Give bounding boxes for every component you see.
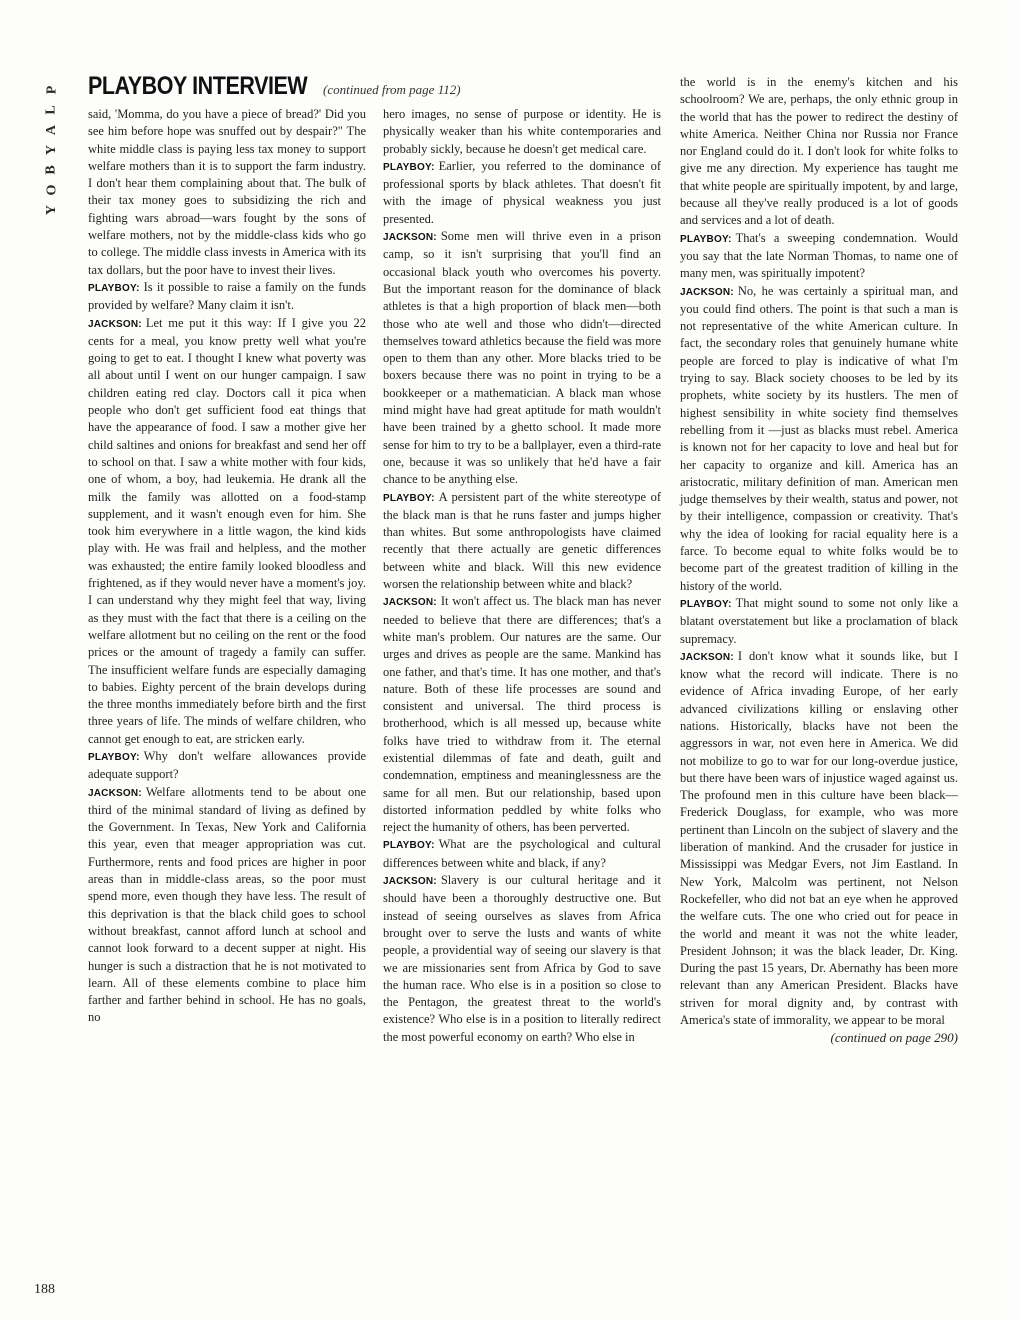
- interview-paragraph: [680, 230, 958, 283]
- interview-paragraph: [383, 228, 661, 488]
- interview-paragraph: [383, 489, 661, 594]
- interview-paragraph: [88, 106, 366, 279]
- interview-paragraph: [680, 74, 958, 230]
- interview-paragraph: [383, 836, 661, 872]
- speaker-label: PLAYBOY:: [88, 751, 140, 763]
- continued-on-note: (continued on page 290): [830, 1030, 958, 1046]
- text-column-3: [680, 74, 958, 1047]
- interview-paragraph: [88, 279, 366, 315]
- paragraph-text: That's a sweeping condemnation. Would you say that the late Norman Thomas, to name one of many men, was spiritually impotent?: [680, 230, 958, 281]
- text-column-1: [88, 106, 366, 1027]
- speaker-label: JACKSON:: [383, 597, 437, 609]
- side-brand-letter: A: [44, 124, 59, 136]
- speaker-label: PLAYBOY:: [383, 161, 435, 173]
- page-number: 188: [34, 1282, 55, 1297]
- side-brand-logo: [40, 80, 64, 220]
- paragraph-text: Welfare allotments tend to be about one third of the minimal standard of living as defined by the Government. In Texas, New York and California this year, even that meager appropriation was cut. Furthermore, rents and food prices are higher in poor areas than in middle-class areas, so the poor must spend more, even though they have less. The result of this deprivation is that the black child goes to school without breakfast, cannot afford lunch at school and cannot look forward to a decent supper at night. His hunger is such a distraction that he is not motivated to learn. All of these elements combine to place him farther and farther behind in school. He has no goals, no: [88, 784, 366, 1025]
- paragraph-text: Why don't welfare allowances provide adequate support?: [88, 748, 366, 782]
- interview-paragraph: [88, 748, 366, 784]
- side-brand-letter: Y: [44, 204, 59, 216]
- interview-paragraph: [88, 315, 366, 748]
- side-brand-letter: P: [44, 85, 59, 95]
- side-brand-letter: L: [44, 105, 59, 115]
- side-brand-letter: O: [43, 184, 59, 196]
- paragraph-text: said, 'Momma, do you have a piece of bread?' Did you see him before hope was snuffed out by despair?" The white middle class is paying less tax money to support welfare mothers than it is to support the farm industry. I don't hear them complaining about that. The bulk of their tax money goes to subsidizing the rich and fighting wars abroad—wars fought by the sons of welfare mothers, not by the middle-class kids who go to college. The middle class invests in America with its tax dollars, but the poor have to invest their lives.: [88, 107, 366, 277]
- paragraph-text: Let me put it this way: If I give you 22 cents for a meal, you know pretty well what you're going to get to eat. I thought I knew what poverty was all about until I went on our hunger campaign. I saw children eating red clay. Doctors call it pica when people who don't get sufficient food eat things that have the appearance of food. I saw a mother give her child saltines and onions for breakfast and send her off to school on that. I saw a white mother with four kids, one of whom, a boy, had leukemia. He drank all the milk the family was allotted on a food-stamp supplement, and it wasn't enough even for him. She took him everywhere in a little wagon, the kind kids play with. He was frail and helpless, and the mother was exhausted; the entire family looked bloodless and frightened, as if they would never have a moment's joy. I can understand why they might feel that way, living as they must with the fact that there is a ceiling on the welfare allotment but no ceiling on the rent or the food prices or the amount of tragedy a family can suffer. The insufficient welfare funds are especially damaging to babies. Eighty percent of the brain develops during the three months immediately before birth and the first three years of life. The minds of welfare children, who cannot get enough to eat, are stricken early.: [88, 315, 366, 746]
- paragraph-text: the world is in the enemy's kitchen and his schoolroom? We are, perhaps, the only ethnic group in the world that has the power to redirect the destiny of white America. Neither China nor Russia nor France nor England could do it. I don't look for white folks to give me any direction. My experience has taught me that white people are spiritually impotent, by and large, because all they've really produced is a lot of goods and services and a lot of death.: [680, 75, 958, 228]
- continued-from-note: (continued from page 112): [323, 82, 461, 97]
- speaker-label: JACKSON:: [680, 651, 734, 663]
- interview-paragraph: [383, 158, 661, 228]
- speaker-label: PLAYBOY:: [680, 598, 732, 610]
- speaker-label: JACKSON:: [88, 318, 142, 330]
- interview-paragraph: [383, 593, 661, 836]
- paragraph-text: No, he was certainly a spiritual man, and you could find others. The point is that such a man is not representative of the white American culture. In fact, the secondary roles that genuinely humane white people are forced to play is indicative of what I'm trying to say. Black society chooses to be led by its prophets, white society by its hustlers. The men of highest sensibility in white society find themselves rebelling from it —just as blacks must rebel. America is known not for her capacity to love and heal but for her capacity to organize and kill. America has an aristocratic, military definition of man. American men judge themselves by their wealth, status and power, not by their intelligence, compassion or creativity. That's why the idea of looking for racial equality here is a farce. To become equal to white folks would be to become part of the greatest tradition of killing in the history of the world.: [680, 283, 958, 593]
- interview-paragraph: [88, 784, 366, 1027]
- speaker-label: JACKSON:: [383, 876, 437, 888]
- interview-paragraph: [680, 595, 958, 648]
- interview-paragraph: [383, 872, 661, 1046]
- paragraph-text: Slavery is our cultural heritage and it should have been a thoroughly destructive one. But instead of seeing ourselves as slaves from Africa brought over to serve the lusts and wants of white people, a providential way of seeing our slavery is that we are missionaries sent from Africa by God to save the human race. Who else is in a position so close to the Pentagon, the greatest threat to the world's existence? Who else is in a position to literally redirect the most powerful economy on earth? Who else in: [383, 873, 661, 1044]
- speaker-label: JACKSON:: [88, 787, 142, 799]
- paragraph-text: Earlier, you referred to the dominance of professional sports by black athletes. That doesn't fit with the image of physical weakness you just presented.: [383, 158, 661, 226]
- interview-paragraph: [383, 106, 661, 158]
- side-brand-letter: B: [44, 165, 59, 175]
- paragraph-text: It won't affect us. The black man has never needed to believe that there are differences; that's a white man's problem. Our natures are the same. Our urges and drives as people are the same. Mankind has one father, and that's time. It has one mother, and that's nature. Both of these life processes are sound and consistent and universal. The third process is brotherhood, which is all messed up, because white folks have tried to withdraw from it. The eternal existential dilemmas of fate and death, guilt and condemnation, emptiness and meaninglessness are the same for all men. But our relationship, based upon distorted information peddled by white folks who reject the humanity of others, has been perverted.: [383, 594, 661, 835]
- paragraph-text: A persistent part of the white stereotype of the black man is that he runs faster and jumps higher than whites. But some anthropologists have claimed recently that there actually are genetic differences between white and black. Will this new evidence worsen the relationship between white and black?: [383, 489, 661, 592]
- speaker-label: PLAYBOY:: [680, 233, 732, 245]
- paragraph-text: That might sound to some not only like a blatant overstatement but like a proclamation of black supremacy.: [680, 595, 958, 646]
- speaker-label: JACKSON:: [680, 286, 734, 298]
- page-header: [88, 72, 461, 102]
- paragraph-text: hero images, no sense of purpose or identity. He is physically weaker than his white contemporaries and probably sickly, because he doesn't get medical care.: [383, 107, 661, 156]
- paragraph-text: I don't know what it sounds like, but I know what the record will indicate. There is no evidence of Africa invading Europe, of her early advanced civilizations killing or enslaving other nations. Historically, blacks have not been the aggressors in war, not even here in America. We did not mobilize to go to war for our long-overdue justice, but there have been wars of injustice waged against us. The profound men in this culture have been black—Frederick Douglass, for example, who was more pertinent than Lincoln on the subject of slavery and the liberation of mankind. And the crusader for justice in Mississippi was Medgar Evers, not Jim Eastland. In New York, Malcolm was pertinent, not Nelson Rockefeller, who did not bat an eye when he approved the welfare cuts. The one who cried out for peace in the world and meant it was not the white leader, President Johnson; it was the black leader, Dr. King. During the past 15 years, Dr. Abernathy has been more relevant than any American President. Blacks have striven for moral dignity and, by contrast with America's state of immorality, we appear to be moral: [680, 648, 958, 1028]
- speaker-label: JACKSON:: [383, 232, 437, 244]
- text-column-2: [383, 106, 661, 1046]
- speaker-label: PLAYBOY:: [383, 840, 435, 852]
- speaker-label: PLAYBOY:: [88, 282, 140, 294]
- interview-paragraph: [680, 648, 958, 1030]
- paragraph-text: Some men will thrive even in a prison camp, so it isn't surprising that you'll find an occasional black youth who overcomes his poverty. But the important reason for the dominance of black athletes is that a high proportion of black men—both those who ate well and those who didn't—directed themselves toward athletics because the field was more open to them than any other. More blacks tried to be boxers because there was no point in trying to be a bookkeeper or a mathematician. A black man whose mind might have had great aptitude for math wouldn't have been trained by a ghetto school. It made more sense for him to try to be a ballplayer, even a third-rate one, because it was so unlikely that he'd have a fair chance to be anything else.: [383, 229, 661, 487]
- paragraph-text: Is it possible to raise a family on the funds provided by welfare? Many claim it isn't.: [88, 279, 366, 313]
- interview-title: PLAYBOY INTERVIEW: [88, 72, 308, 100]
- paragraph-text: What are the psychological and cultural differences between white and black, if any?: [383, 837, 661, 870]
- side-brand-letter: Y: [44, 144, 59, 156]
- speaker-label: PLAYBOY:: [383, 492, 435, 504]
- interview-paragraph: [680, 283, 958, 595]
